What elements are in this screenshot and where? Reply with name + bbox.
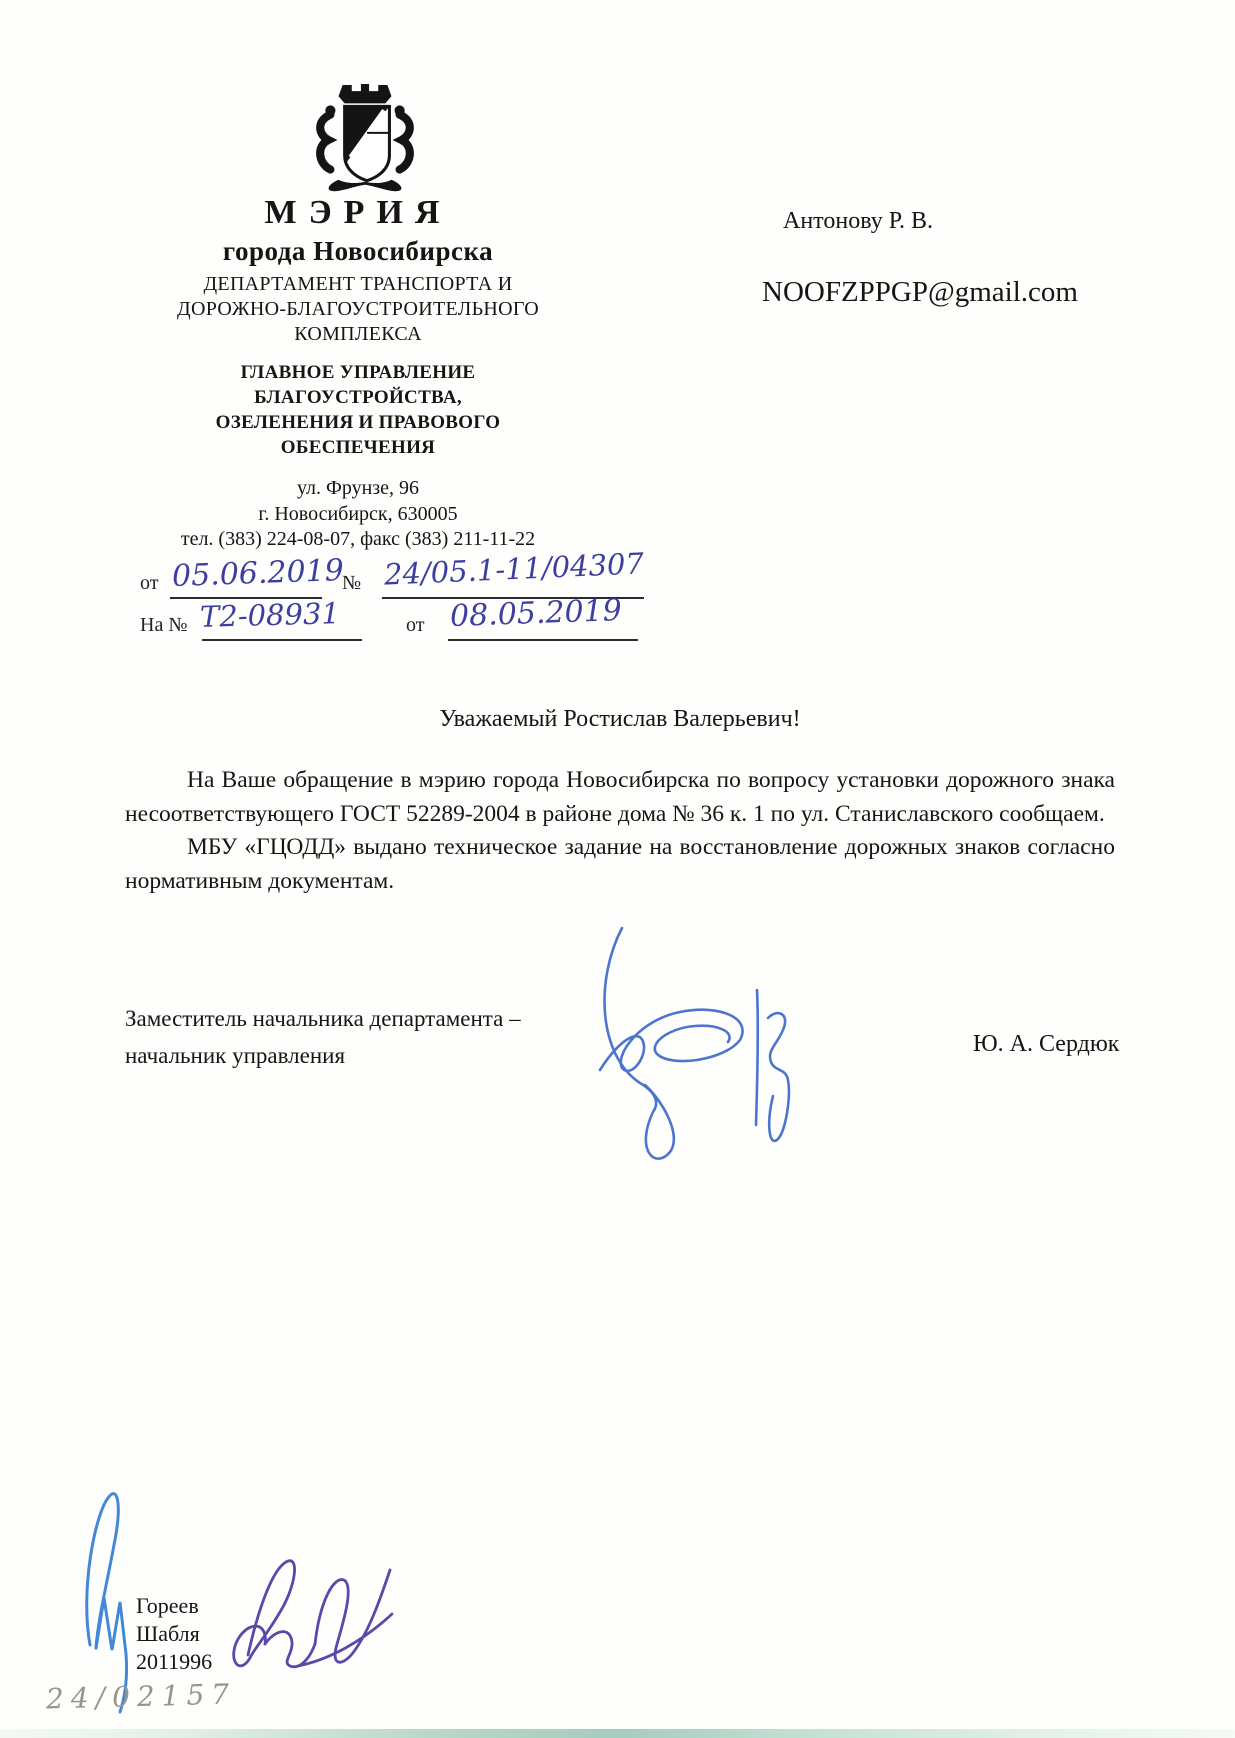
recipient-name: Антонову Р. В. [783,208,934,234]
org-address-line: ул. Фрунзе, 96 [296,477,420,499]
reply-date-underline [448,638,638,641]
salutation: Уважаемый Ростислав Валерьевич! [439,706,801,732]
scan-edge-artifact [0,1729,1235,1738]
org-division-line: ОБЕСПЕЧЕНИЯ [280,437,436,458]
novosibirsk-coat-of-arms-icon [303,82,427,196]
ref-number-handwritten: 24/05.1-11/04307 [383,546,645,592]
org-department-line: ДЕПАРТАМЕНТ ТРАНСПОРТА И [203,273,513,295]
body-paragraph: На Ваше обращение в мэрию города Новосибирска по вопросу установки дорожного знака несоответствующего ГОСТ 52289-2004 в районе дома № 36 к. 1 по ул. Станиславского сообщаем. [125,767,1115,827]
org-department [128,272,588,347]
org-name-mayor: МЭРИЯ [264,194,452,231]
executor-block [136,1592,212,1676]
signature-serdyuk [520,840,820,1180]
org-division-line: БЛАГОУСТРОЙСТВА, [254,387,462,408]
org-name-city: города Новосибирска [222,236,494,266]
recipient-email: NOOFZPPGP@gmail.com [762,276,1078,308]
signoff-title-line: Заместитель начальника департамента – [125,1006,521,1031]
pencil-note: 24/02157 [45,1677,237,1716]
executor-name: Гореев [136,1593,199,1618]
org-department-line: ДОРОЖНО-БЛАГОУСТРОИТЕЛЬНОГО [177,298,539,320]
org-division-line: ГЛАВНОЕ УПРАВЛЕНИЕ [240,362,476,383]
ref-from-label: от [140,572,159,594]
executor-phone: 2011996 [136,1649,213,1674]
reply-number-underline [202,638,362,641]
org-division [128,360,588,460]
org-address-line: г. Новосибирск, 630005 [258,502,458,525]
executor-name: Шабля [136,1621,200,1646]
org-address-line: тел. (383) 224-08-07, факс (383) 211-11-22 [180,528,536,550]
reply-from-label: от [406,614,425,636]
org-department-line: КОМПЛЕКСА [294,323,422,345]
signer-name: Ю. А. Сердюк [973,1031,1120,1057]
reply-ref-label: На № [140,614,188,636]
org-division-line: ОЗЕЛЕНЕНИЯ И ПРАВОВОГО [215,412,501,433]
ref-date-handwritten: 05.06.2019 [171,553,345,594]
signoff-title-line: начальник управления [125,1043,346,1068]
body-paragraph: МБУ «ГЦОДД» выдано техническое задание на восстановление дорожных знаков согласно нормативным документам. [125,834,1115,894]
ref-number-label: № [342,572,362,594]
reply-number-handwritten: Т2-08931 [199,596,341,634]
signature-second [210,1520,410,1680]
org-address [128,476,588,553]
signoff-title [125,1000,521,1074]
reply-date-handwritten: 08.05.2019 [449,593,623,634]
